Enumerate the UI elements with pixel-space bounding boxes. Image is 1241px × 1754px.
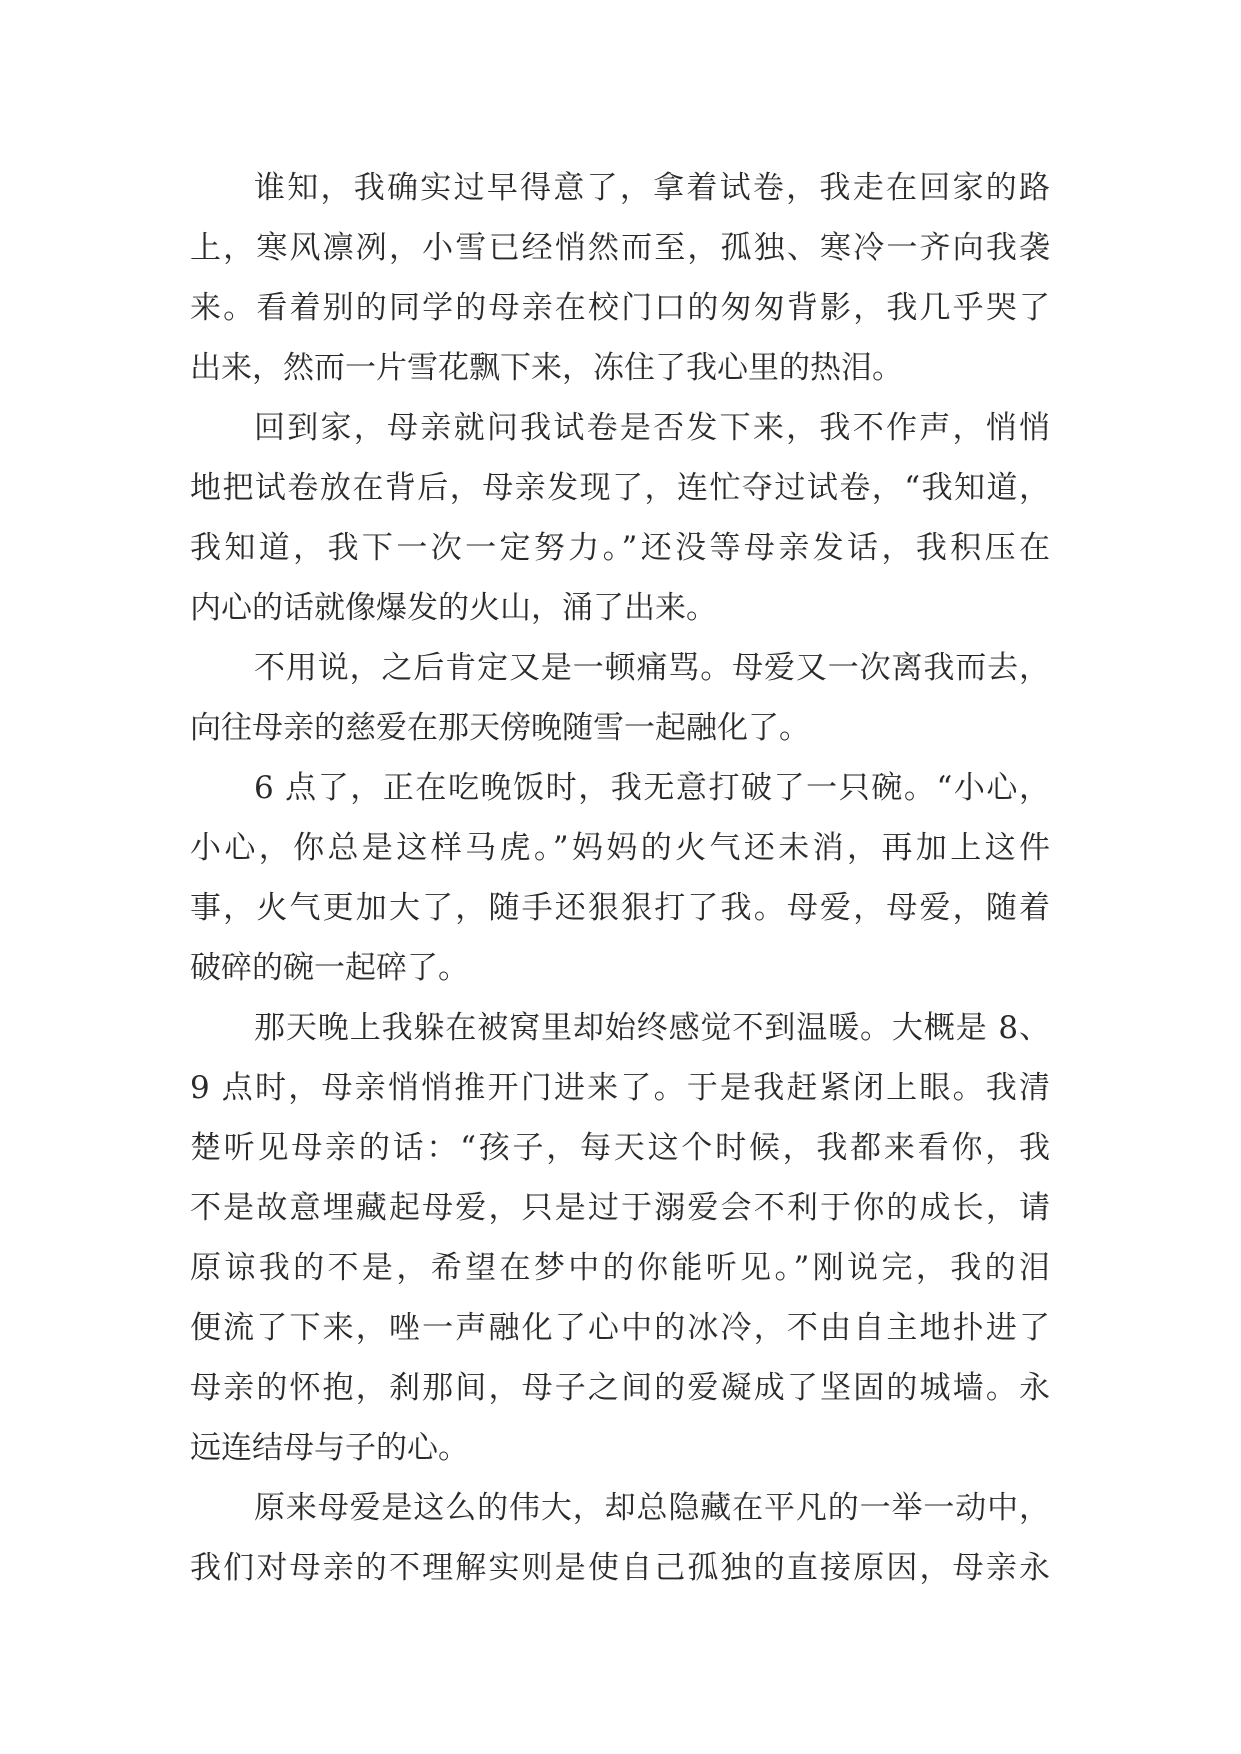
paragraph-line: 小心，你总是这样马虎。”妈妈的火气还未消，再加上这件	[190, 830, 1050, 866]
paragraph-line: 楚听见母亲的话：“孩子，每天这个时候，我都来看你，我	[190, 1130, 1050, 1166]
paragraph-line: 我知道，我下一次一定努力。”还没等母亲发话，我积压在	[190, 530, 1050, 566]
paragraph-5	[190, 998, 1050, 1478]
paragraph-line: 破碎的碗一起碎了。	[190, 950, 469, 986]
paragraph-line: 来。看着别的同学的母亲在校门口的匆匆背影，我几乎哭了	[190, 290, 1050, 326]
paragraph-3	[190, 638, 1050, 758]
paragraph-line: 那天晚上我躲在被窝里却始终感觉不到温暖。大概是 8、	[254, 1010, 1050, 1046]
paragraph-1	[190, 158, 1050, 398]
paragraph-line: 回到家，母亲就问我试卷是否发下来，我不作声，悄悄	[254, 410, 1050, 446]
paragraph-line: 原谅我的不是，希望在梦中的你能听见。”刚说完，我的泪	[190, 1250, 1050, 1286]
paragraph-line: 母亲的怀抱，刹那间，母子之间的爱凝成了坚固的城墙。永	[190, 1370, 1050, 1406]
paragraph-line: 原来母爱是这么的伟大，却总隐藏在平凡的一举一动中，	[254, 1490, 1050, 1526]
paragraph-line: 不是故意埋藏起母爱，只是过于溺爱会不利于你的成长，请	[190, 1190, 1050, 1226]
paragraph-2	[190, 398, 1050, 638]
paragraph-line: 谁知，我确实过早得意了，拿着试卷，我走在回家的路	[254, 170, 1050, 206]
paragraph-line: 出来，然而一片雪花飘下来，冻住了我心里的热泪。	[190, 350, 903, 386]
paragraph-line: 地把试卷放在背后，母亲发现了，连忙夺过试卷，“我知道，	[190, 470, 1050, 506]
paragraph-line: 远连结母与子的心。	[190, 1430, 469, 1466]
paragraph-4	[190, 758, 1050, 998]
paragraph-line: 9 点时，母亲悄悄推开门进来了。于是我赶紧闭上眼。我清	[190, 1070, 1050, 1106]
paragraph-line: 上，寒风凛冽，小雪已经悄然而至，孤独、寒冷一齐向我袭	[190, 230, 1050, 266]
paragraph-line: 事，火气更加大了，随手还狠狠打了我。母爱，母爱，随着	[190, 890, 1050, 926]
paragraph-line: 6 点了，正在吃晚饭时，我无意打破了一只碗。“小心，	[254, 770, 1050, 806]
paragraph-6	[190, 1478, 1050, 1598]
document-body	[190, 158, 1050, 1598]
paragraph-line: 我们对母亲的不理解实则是使自己孤独的直接原因，母亲永	[190, 1550, 1050, 1586]
paragraph-line: 便流了下来，唑一声融化了心中的冰冷，不由自主地扑进了	[190, 1310, 1050, 1346]
paragraph-line: 向往母亲的慈爱在那天傍晚随雪一起融化了。	[190, 710, 810, 746]
paragraph-line: 内心的话就像爆发的火山，涌了出来。	[190, 590, 717, 626]
paragraph-line: 不用说，之后肯定又是一顿痛骂。母爱又一次离我而去，	[254, 650, 1050, 686]
